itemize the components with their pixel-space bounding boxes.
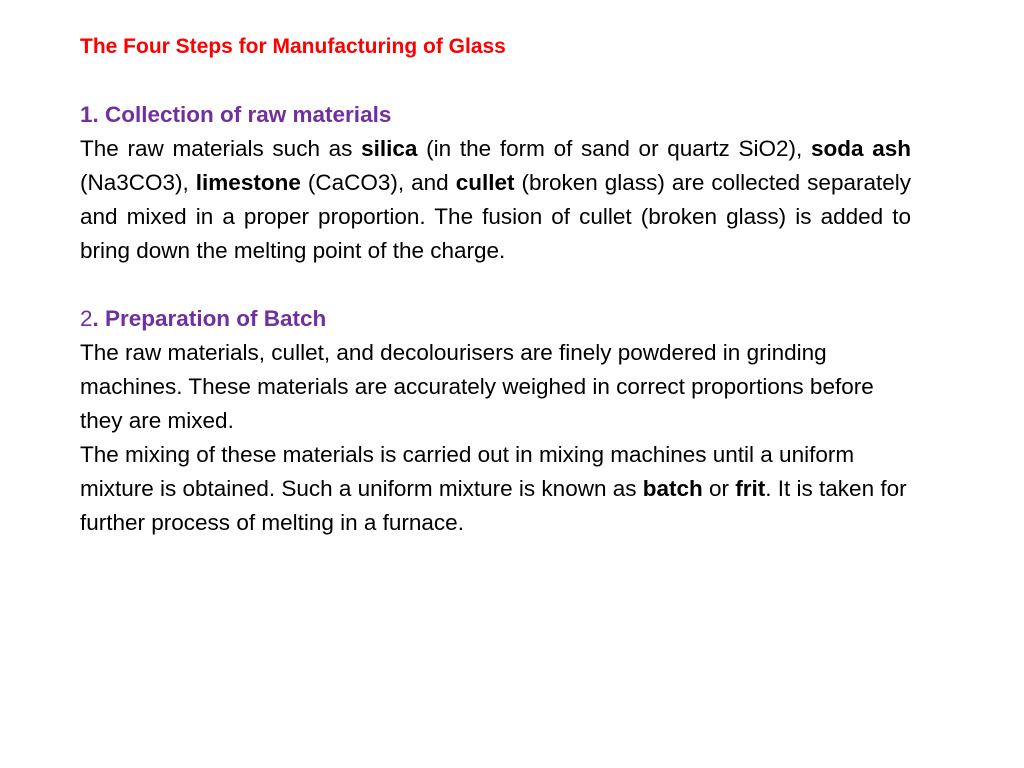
section-2-heading xyxy=(80,302,911,336)
text-run: The raw materials such as xyxy=(80,136,362,161)
text-run: The mixing of these materials is carried out in mixing machines until a uniform mixture is obtained. Such a uniform mixture is known as xyxy=(80,442,855,501)
section-1-paragraph xyxy=(80,132,911,268)
term-cullet: cullet xyxy=(455,170,515,195)
spacer xyxy=(80,64,911,98)
slide-title: The Four Steps for Manufacturing of Glass xyxy=(80,35,506,58)
section-2-paragraph-1: The raw materials, cullet, and decolourisers are finely powdered in grinding machines. These materials are accurately weighed in correct proportions before they are mixed. xyxy=(80,340,874,433)
section-2-title: . Preparation of Batch xyxy=(92,306,327,331)
term-limestone: limestone xyxy=(195,170,301,195)
text-run: (in the form of sand or quartz SiO2), xyxy=(417,136,811,161)
term-frit: frit xyxy=(735,476,766,501)
text-run: (broken glass) are collected separately and mixed in a proper proportion. The fusion of cullet (broken glass) is added to bring down the melting point of the charge. xyxy=(80,170,911,263)
term-batch: batch xyxy=(642,476,703,501)
section-1-heading: 1. Collection of raw materials xyxy=(80,102,392,127)
text-run: . It is taken for further process of melting in a furnace. xyxy=(80,476,907,535)
term-soda-ash: soda ash xyxy=(811,136,911,161)
text-run: (CaCO3), and xyxy=(300,170,456,195)
section-2-number: 2 xyxy=(80,306,93,331)
term-silica: silica xyxy=(361,136,418,161)
spacer xyxy=(80,268,911,302)
text-run: (Na3CO3), xyxy=(80,170,196,195)
text-run: or xyxy=(702,476,736,501)
section-2-paragraph-2 xyxy=(80,438,911,540)
